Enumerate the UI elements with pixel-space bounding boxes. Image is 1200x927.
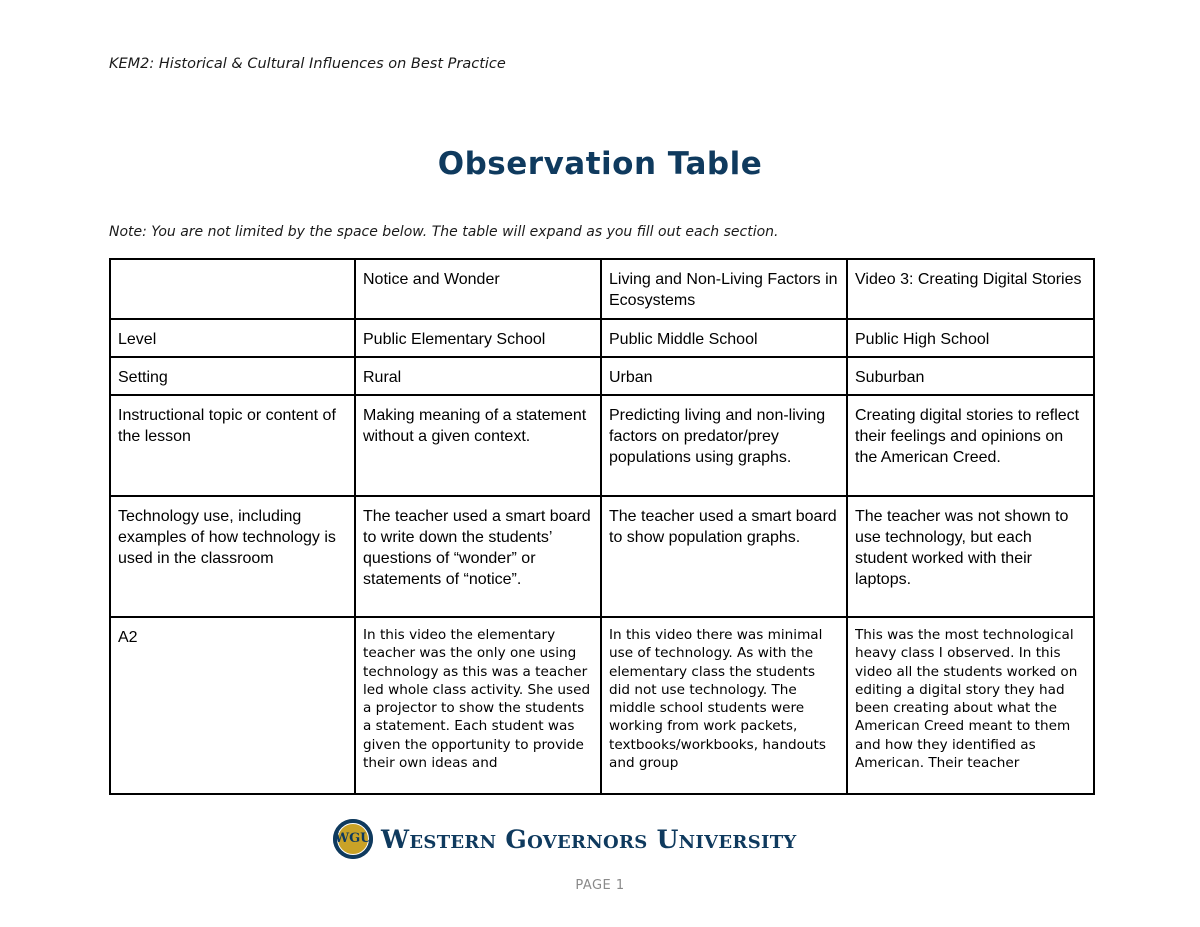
wgu-logo — [333, 817, 797, 861]
table-cell[interactable]: Public Elementary School — [355, 319, 601, 357]
running-header: KEM2: Historical & Cultural Influences on Best Practice — [109, 56, 506, 72]
row-label[interactable]: Instructional topic or content of the lesson — [110, 395, 355, 496]
cell-text: This was the most technological heavy class I observed. In this video all the students worked on editing a digital story they had been creating about what the American Creed meant to them and how they identified as American. Their teacher — [855, 627, 1078, 772]
observation-table — [109, 258, 1095, 795]
table-row — [110, 357, 1094, 395]
row-label[interactable]: Technology use, including examples of how technology is used in the classroom — [110, 496, 355, 617]
row-label[interactable] — [110, 617, 355, 794]
table-cell[interactable]: Creating digital stories to reflect their feelings and opinions on the American Creed. — [847, 395, 1094, 496]
table-cell[interactable]: Urban — [601, 357, 847, 395]
row-label[interactable]: Setting — [110, 357, 355, 395]
table-cell[interactable]: Public Middle School — [601, 319, 847, 357]
table-cell[interactable]: Predicting living and non-living factors on predator/prey populations using graphs. — [601, 395, 847, 496]
table-cell[interactable]: Making meaning of a statement without a given context. — [355, 395, 601, 496]
cell-text: In this video the elementary teacher was the only one using technology as this was a teacher led whole class activity. She used a projector to show the students a statement. Each student was given the opportunity to provide their own ideas and — [363, 627, 591, 772]
table-cell[interactable]: The teacher used a smart board to write down the students’ questions of “wonder” or statements of “notice”. — [355, 496, 601, 617]
table-row — [110, 617, 1094, 794]
table-cell[interactable]: The teacher was not shown to use technology, but each student worked with their laptops. — [847, 496, 1094, 617]
table-cell[interactable]: Suburban — [847, 357, 1094, 395]
logo-wordmark: Western Governors University — [381, 824, 797, 854]
header-cell[interactable]: Notice and Wonder — [355, 259, 601, 319]
header-cell[interactable]: Video 3: Creating Digital Stories — [847, 259, 1094, 319]
page-title: Observation Table — [437, 146, 763, 182]
seal-mark: WGU — [334, 831, 372, 846]
header-cell[interactable]: Living and Non-Living Factors in Ecosystems — [601, 259, 847, 319]
table-cell[interactable] — [847, 617, 1094, 794]
table-note: Note: You are not limited by the space below. The table will expand as you fill out each section. — [109, 224, 779, 240]
page-number: PAGE 1 — [575, 878, 625, 893]
table-cell[interactable] — [355, 617, 601, 794]
table-row — [110, 395, 1094, 496]
wgu-seal-icon — [333, 819, 373, 859]
row-label-text: A2 — [118, 629, 138, 646]
table-cell[interactable]: The teacher used a smart board to show population graphs. — [601, 496, 847, 617]
table-cell[interactable]: Rural — [355, 357, 601, 395]
table-header-row — [110, 259, 1094, 319]
cell-text: In this video there was minimal use of technology. As with the elementary class the students did not use technology. The middle school students were working from work packets, textbooks/workbooks, handouts and group — [609, 627, 826, 772]
table-row — [110, 319, 1094, 357]
table-cell[interactable] — [601, 617, 847, 794]
table-cell[interactable]: Public High School — [847, 319, 1094, 357]
table-row — [110, 496, 1094, 617]
header-cell-empty[interactable] — [110, 259, 355, 319]
row-label[interactable]: Level — [110, 319, 355, 357]
